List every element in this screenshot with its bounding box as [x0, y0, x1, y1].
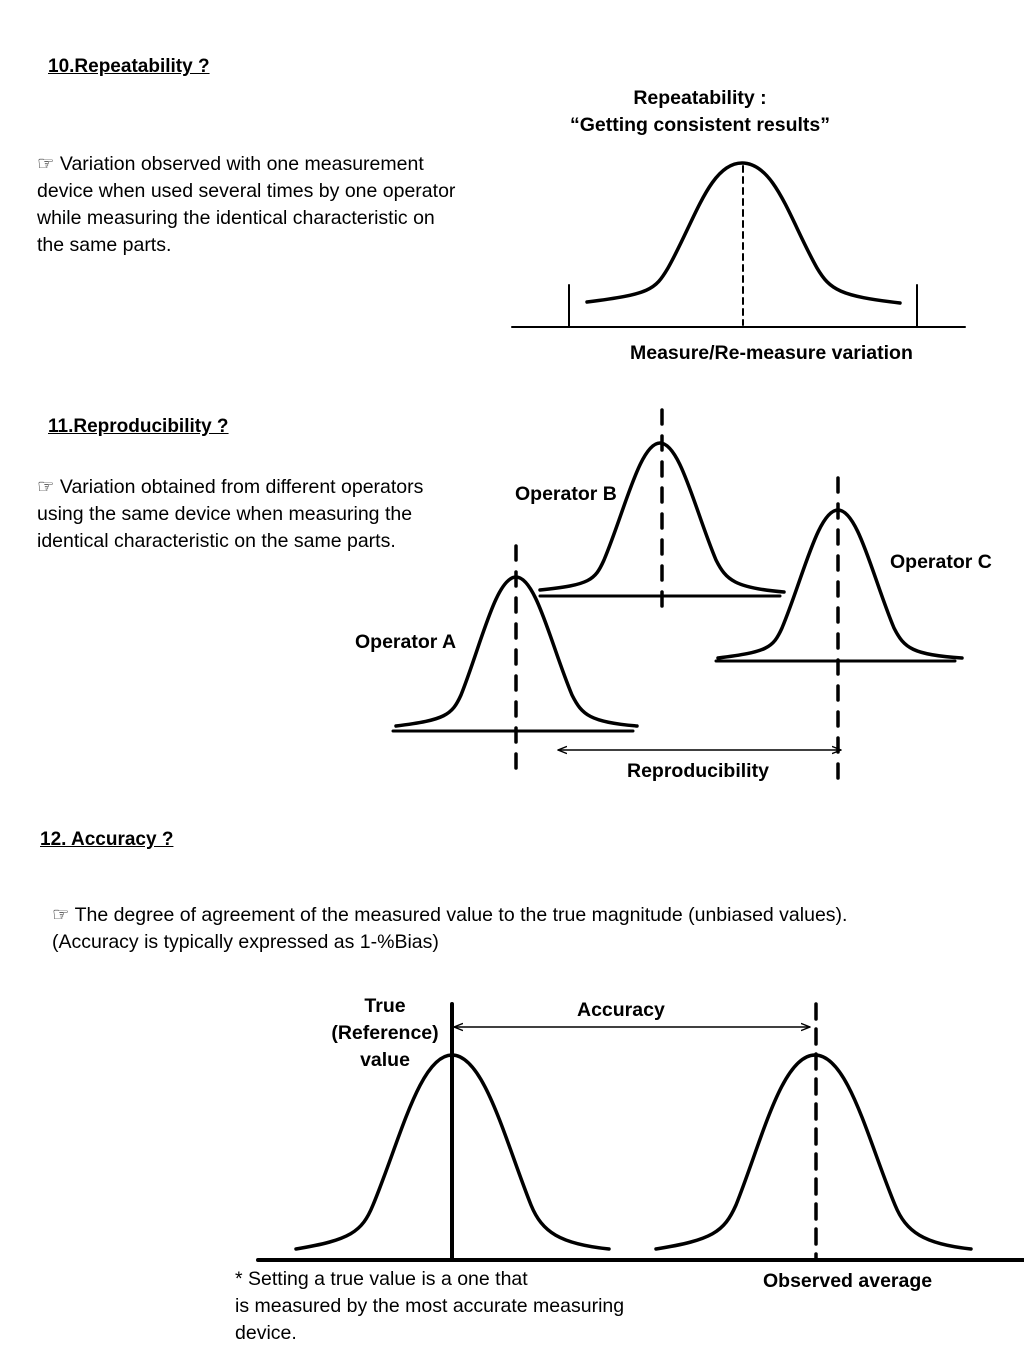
operator-a-label: Operator A [355, 631, 457, 653]
repeatability-diagram-title: Repeatability : “Getting consistent results” [569, 87, 831, 136]
accuracy-footnote: * Setting a true value is a one that is measured by the most accurate measuring device. [235, 1268, 625, 1344]
operator-c-label: Operator C [890, 551, 992, 573]
operator-b-label: Operator B [515, 483, 617, 505]
repeatability-diagram [512, 163, 965, 327]
repeatability-description: ☞ Variation observed with one measurement device when used several times by one operator while measuring the identical characteristic on the same parts. [37, 153, 456, 256]
reproducibility-description: ☞ Variation obtained from different operators using the same device when measuring the identical characteristic on the same parts. [37, 476, 424, 552]
accuracy-span-label: Accuracy [577, 999, 665, 1021]
reproducibility-span-label: Reproducibility [627, 760, 769, 782]
accuracy-diagram [258, 1004, 1024, 1260]
observed-average-label: Observed average [763, 1270, 933, 1292]
true-reference-value-label: True (Reference) value [331, 995, 439, 1071]
accuracy-description: ☞ The degree of agreement of the measured value to the true magnitude (unbiased values). (Accuracy is typically expressed as 1-%Bias) [52, 904, 848, 953]
accuracy-heading: 12. Accuracy ? [40, 829, 174, 850]
observed-curve [656, 1055, 971, 1249]
operator-c-curve [718, 510, 962, 658]
pointing-hand-icon: ☞ [37, 476, 55, 498]
measure-remeasure-caption: Measure/Re-measure variation [630, 342, 913, 364]
pointing-hand-icon: ☞ [37, 153, 55, 175]
repeatability-heading: 10.Repeatability ? [48, 56, 210, 77]
pointing-hand-icon: ☞ [52, 904, 70, 926]
reproducibility-diagram [393, 410, 962, 780]
reproducibility-heading: 11.Reproducibility ? [48, 416, 229, 437]
